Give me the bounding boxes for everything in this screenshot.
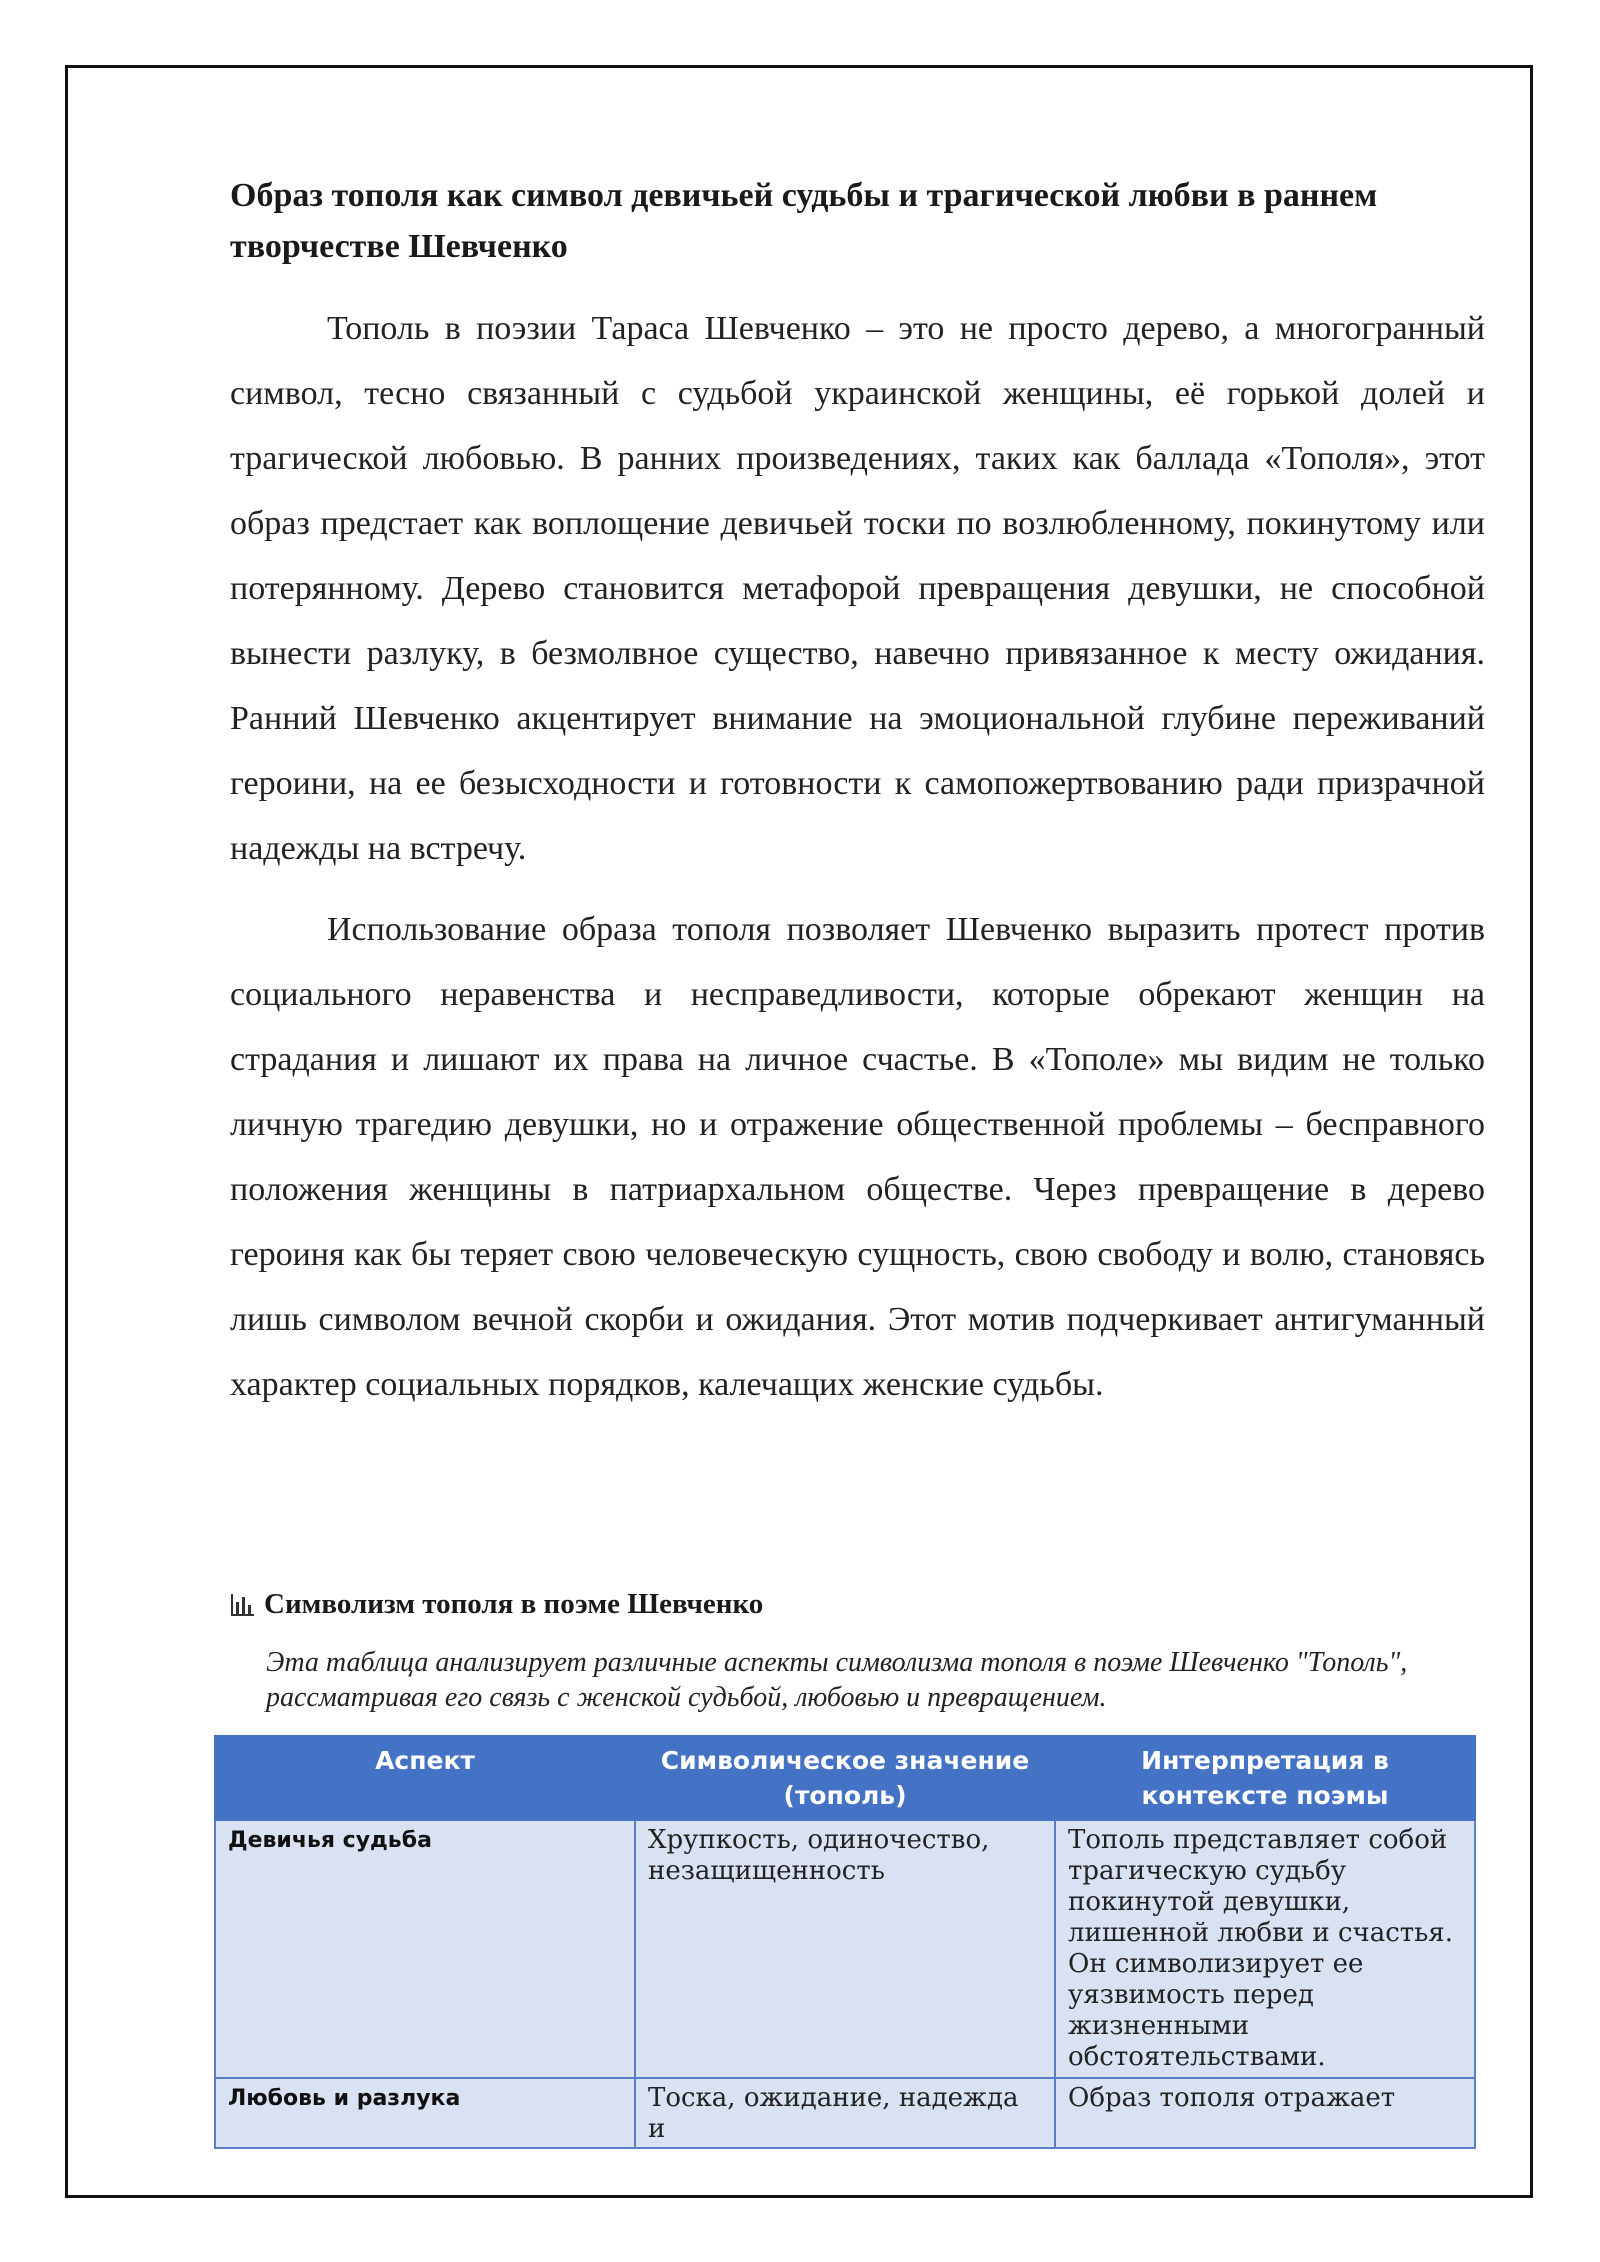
paragraph-2: Использование образа тополя позволяет Шевченко выразить протест против социального неравенства и несправедливости, которые обрекают женщин на страдания и лишают их права на личное счастье. В «Тополе» мы видим не только личную трагедию девушки, но и отражение общественной проблемы – бесправного положения женщины в патриархальном обществе. Через превращение в дерево героиня как бы теряет свою человеческую сущность, свою свободу и волю, становясь лишь символом вечной скорби и ожидания. Этот мотив подчеркивает антигуманный характер социальных порядков, калечащих женские судьбы. [230,911,1485,1403]
table-row [215,1820,1475,2078]
header-interpretation: Интерпретация в контексте поэмы [1055,1736,1475,1820]
document-title: Образ тополя как символ девичьей судьбы и трагической любви в раннем творчестве Шевченко [230,177,1378,265]
paragraph-1: Тополь в поэзии Тараса Шевченко – это не просто дерево, а многогранный символ, тесно связанный с судьбой украинской женщины, её горькой долей и трагической любовью. В ранних произведениях, таких как баллада «Тополя», этот образ предстает как воплощение девичьей тоски по возлюбленному, покинутому или потерянному. Дерево становится метафорой превращения девушки, не способной вынести разлуку, в безмолвное существо, навечно привязанное к месту ожидания. Ранний Шевченко акцентирует внимание на эмоциональной глубине переживаний героини, на ее безысходности и готовности к самопожертвованию ради призрачной надежды на встречу. [230,310,1485,867]
cell-meaning: Хрупкость, одиночество, незащищенность [635,1820,1055,2078]
cell-aspect: Девичья судьба [215,1820,635,2078]
symbolism-table [214,1735,1476,2149]
header-meaning: Символическое значение (тополь) [635,1736,1055,1820]
cell-aspect: Любовь и разлука [215,2078,635,2148]
table-heading-text: Символизм тополя в поэме Шевченко [264,1588,764,1620]
cell-meaning: Тоска, ожидание, надежда и [635,2078,1055,2148]
table-section-heading [230,1588,763,1621]
table-caption: Эта таблица анализирует различные аспекты символизма тополя в поэме Шевченко "Тополь", рассматривая его связь с женской судьбой, любовью и превращением. [266,1647,1408,1713]
table-header-row [215,1736,1475,1820]
bar-chart-icon [230,1594,254,1616]
cell-interpretation: Образ тополя отражает [1055,2078,1475,2148]
table-row [215,2078,1475,2148]
header-aspect: Аспект [215,1736,635,1820]
cell-interpretation: Тополь представляет собой трагическую судьбу покинутой девушки, лишенной любви и счастья. Он символизирует ее уязвимость перед жизненными обстоятельствами. [1055,1820,1475,2078]
document-body [230,170,1485,1433]
